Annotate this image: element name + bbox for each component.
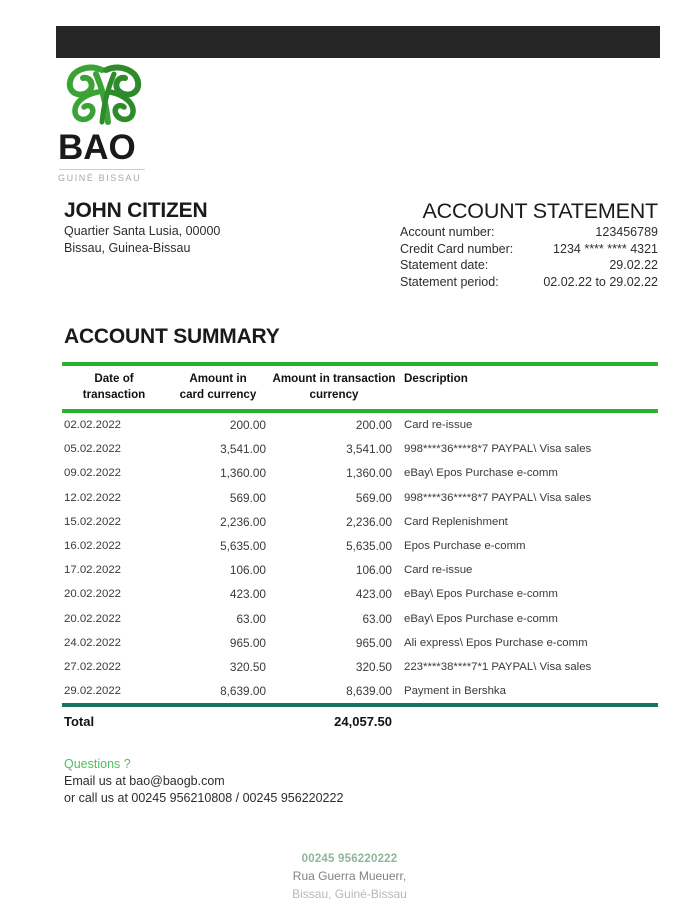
table-row <box>62 510 658 534</box>
brand-name: BAO <box>58 128 136 167</box>
cell-date: 05.02.2022 <box>64 443 122 456</box>
cell-card-amount: 569.00 <box>229 490 266 505</box>
column-header-txn-amount <box>270 371 398 403</box>
cell-card-amount: 965.00 <box>229 635 266 650</box>
column-header-date-line1: Date of <box>94 372 134 385</box>
cell-txn-amount: 1,360.00 <box>346 466 392 481</box>
field-value: 02.02.22 to 29.02.22 <box>543 274 658 289</box>
table-row <box>62 582 658 606</box>
footer-contact-value: 00245 956220222 <box>301 853 398 865</box>
column-header-date-line2: transaction <box>82 388 146 401</box>
field-label: Statement period: <box>400 274 499 289</box>
cell-description: Ali express\ Epos Purchase e-comm <box>404 636 588 649</box>
statement-field-account-number <box>400 224 658 241</box>
cell-txn-amount: 2,236.00 <box>346 514 392 529</box>
cell-txn-amount: 423.00 <box>355 587 392 602</box>
column-header-card-amount <box>166 371 270 403</box>
brand-divider <box>59 169 145 170</box>
cell-description: Card re-issue <box>404 419 473 432</box>
footer-contact-prefix-ghost <box>295 853 302 865</box>
cell-card-amount: 2,236.00 <box>220 514 266 529</box>
column-header-txn-amount-line2: currency <box>309 388 359 401</box>
column-header-txn-amount-line1: Amount in transaction <box>272 372 396 385</box>
questions-block <box>64 756 343 807</box>
field-label: Credit Card number: <box>400 241 514 256</box>
column-header-card-amount-line2: card currency <box>179 388 257 401</box>
column-header-card-amount-line1: Amount in <box>189 372 247 385</box>
questions-heading: Questions ? <box>64 757 131 771</box>
statement-meta-block <box>400 198 658 290</box>
cell-description: eBay\ Epos Purchase e-comm <box>404 467 558 480</box>
table-body <box>62 413 658 703</box>
cell-card-amount: 8,639.00 <box>220 684 266 699</box>
cell-description: Payment in Bershka <box>404 685 506 698</box>
cell-card-amount: 200.00 <box>229 418 266 433</box>
table-row <box>62 413 658 437</box>
column-header-date <box>62 371 166 403</box>
table-row <box>62 461 658 485</box>
page-footer <box>0 852 699 903</box>
table-row <box>62 607 658 631</box>
header-bar <box>56 26 660 58</box>
cell-card-amount: 1,360.00 <box>220 466 266 481</box>
cell-description: Card Replenishment <box>404 515 508 528</box>
customer-address-line-1: Quartier Santa Lusia, 00000 <box>64 224 221 238</box>
column-header-description <box>398 371 658 403</box>
cell-card-amount: 3,541.00 <box>220 442 266 457</box>
transactions-table <box>62 362 658 733</box>
cell-date: 16.02.2022 <box>64 540 122 553</box>
cell-txn-amount: 965.00 <box>355 635 392 650</box>
questions-email-line: Email us at bao@baogb.com <box>64 774 225 788</box>
cell-date: 20.02.2022 <box>64 588 122 601</box>
table-row <box>62 534 658 558</box>
cell-txn-amount: 106.00 <box>355 563 392 578</box>
cell-txn-amount: 5,635.00 <box>346 539 392 554</box>
table-row <box>62 631 658 655</box>
baobab-ribbon-logo-icon <box>58 62 150 128</box>
table-row <box>62 655 658 679</box>
cell-card-amount: 423.00 <box>229 587 266 602</box>
cell-card-amount: 320.50 <box>229 659 266 674</box>
cell-date: 27.02.2022 <box>64 660 122 673</box>
field-label: Statement date: <box>400 258 489 272</box>
table-total-row <box>62 707 658 733</box>
statement-field-statement-date <box>400 257 658 274</box>
cell-date: 02.02.2022 <box>64 419 122 432</box>
cell-card-amount: 63.00 <box>236 611 266 626</box>
total-value: 24,057.50 <box>334 714 392 730</box>
cell-date: 17.02.2022 <box>64 564 122 577</box>
field-value: 1234 **** **** 4321 <box>553 241 658 256</box>
brand-subtitle: GUINÉ BISSAU <box>58 173 142 183</box>
cell-card-amount: 106.00 <box>229 563 266 578</box>
table-row <box>62 437 658 461</box>
cell-description: eBay\ Epos Purchase e-comm <box>404 612 558 625</box>
cell-date: 29.02.2022 <box>64 685 122 698</box>
table-row <box>62 486 658 510</box>
total-label: Total <box>64 714 95 730</box>
cell-description: 998****36****8*7 PAYPAL\ Visa sales <box>404 443 592 456</box>
customer-name: JOHN CITIZEN <box>64 199 208 222</box>
customer-address-line-2: Bissau, Guinea-Bissau <box>64 241 191 255</box>
cell-txn-amount: 3,541.00 <box>346 442 392 457</box>
cell-date: 20.02.2022 <box>64 612 122 625</box>
cell-txn-amount: 569.00 <box>355 490 392 505</box>
statement-field-statement-period <box>400 274 658 291</box>
cell-date: 15.02.2022 <box>64 515 122 528</box>
statement-title: ACCOUNT STATEMENT <box>422 199 658 223</box>
statement-field-credit-card-number <box>400 241 658 258</box>
cell-card-amount: 5,635.00 <box>220 539 266 554</box>
cell-description: Card re-issue <box>404 564 473 577</box>
questions-phone-line: or call us at 00245 956210808 / 00245 956220222 <box>64 791 344 805</box>
table-row <box>62 679 658 703</box>
field-label: Account number: <box>400 225 495 239</box>
cell-description: 998****36****8*7 PAYPAL\ Visa sales <box>404 491 592 504</box>
cell-description: 223****38****7*1 PAYPAL\ Visa sales <box>404 660 592 673</box>
footer-contact-line <box>0 852 699 867</box>
field-value: 29.02.22 <box>609 258 658 272</box>
cell-txn-amount: 63.00 <box>362 611 392 626</box>
field-value: 123456789 <box>595 225 658 239</box>
column-header-description-line1: Description <box>404 372 468 385</box>
footer-address-line-1: Rua Guerra Mueuerr, <box>292 869 407 883</box>
cell-txn-amount: 320.50 <box>355 659 392 674</box>
cell-description: Epos Purchase e-comm <box>404 540 526 553</box>
footer-contact-suffix-ghost <box>397 853 404 865</box>
table-header-row <box>62 366 658 409</box>
cell-description: eBay\ Epos Purchase e-comm <box>404 588 558 601</box>
brand-logo <box>58 62 178 183</box>
cell-date: 09.02.2022 <box>64 467 122 480</box>
cell-txn-amount: 8,639.00 <box>346 684 392 699</box>
table-row <box>62 558 658 582</box>
footer-address-line-2: Bissau, Guiné-Bissau <box>292 887 407 901</box>
customer-block <box>64 198 220 257</box>
cell-date: 24.02.2022 <box>64 636 122 649</box>
cell-txn-amount: 200.00 <box>355 418 392 433</box>
account-summary-title: ACCOUNT SUMMARY <box>64 325 280 348</box>
cell-date: 12.02.2022 <box>64 491 122 504</box>
